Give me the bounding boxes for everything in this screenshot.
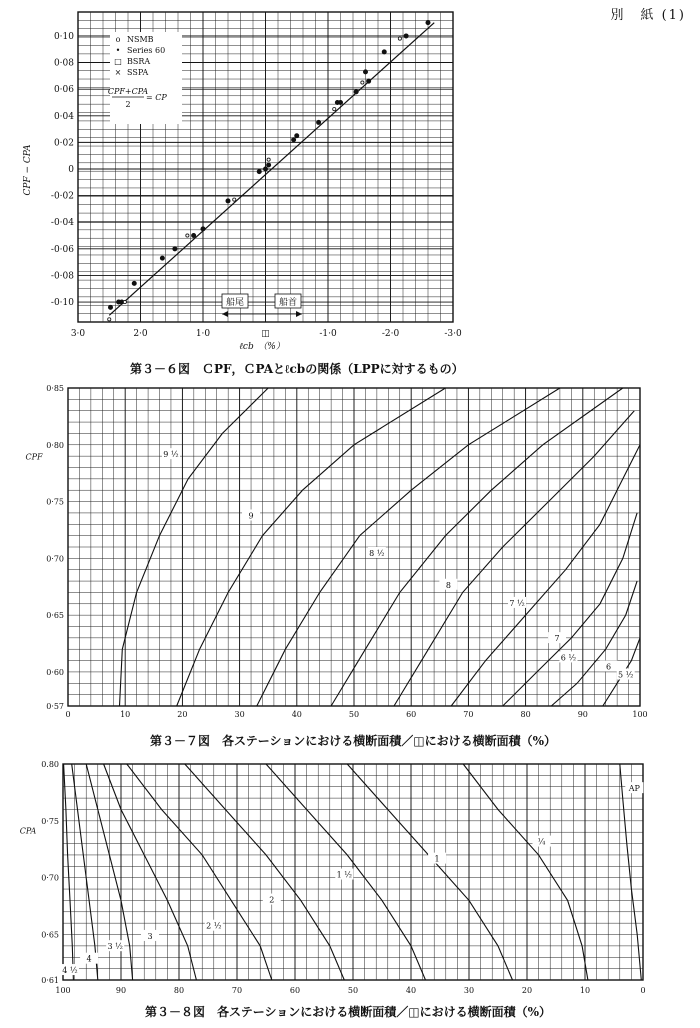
- fig38-series-line-2½: [127, 764, 275, 980]
- fig38-x-tick-label: 40: [405, 986, 417, 995]
- fig38-series-label: AP: [628, 784, 640, 794]
- fig36-legend-marker: •: [115, 46, 121, 55]
- fig37-x-tick-label: 10: [120, 710, 131, 719]
- fig37-x-tick-label: 50: [348, 710, 360, 719]
- fig38-y-tick-label: 0.80: [41, 760, 59, 769]
- fig36-x-tick-label: -2·0: [381, 329, 400, 339]
- fig36-data-point: [404, 34, 408, 38]
- fig36-data-point: [173, 247, 177, 251]
- fig38-x-tick-label: 60: [289, 986, 301, 995]
- fig36-y-tick-label: -0·06: [50, 244, 74, 255]
- fig38-x-tick-label: 0: [640, 986, 646, 995]
- fig36-y-tick-label: 0·04: [53, 111, 74, 122]
- fig37-x-tick-label: 90: [577, 710, 588, 719]
- fig37-y-axis-label: CPF: [25, 452, 43, 462]
- fig37-y-tick-label: 0·57: [46, 702, 64, 711]
- fig36-data-point: [338, 100, 342, 104]
- fig36-data-point: [333, 108, 336, 111]
- fig36-data-point: [192, 233, 196, 237]
- fig36-y-tick-label: 0: [68, 164, 74, 175]
- fig37-x-tick-label: 0: [65, 710, 71, 719]
- fig38-y-tick-label: 0·75: [41, 816, 59, 826]
- fig37-series-label: 7 ½: [509, 598, 525, 608]
- fig37-x-tick-label: 20: [177, 710, 188, 719]
- fig36-x-tick-label: -1·0: [319, 329, 337, 339]
- fig36-legend-formula-right: = CP: [146, 93, 167, 102]
- fig36-stern-arrowhead: [222, 311, 228, 317]
- fig37-series-label: 6: [605, 662, 612, 672]
- fig37-x-tick-label: 70: [463, 710, 474, 719]
- fig36-y-tick-label: 0·10: [53, 31, 74, 42]
- fig37-series-label: 9 ½: [163, 450, 179, 460]
- fig38-series-line-¼: [463, 764, 588, 980]
- caption-3-7: 第３－７図 各ステーションにおける横断面積／◫における横断面積（%）: [150, 734, 557, 748]
- fig36-x-axis-label: ℓcb （%）: [239, 342, 285, 352]
- fig36-data-point: [317, 120, 321, 124]
- fig37-y-tick-label: 0·85: [46, 384, 64, 393]
- page-tag: 別 紙 (1): [610, 8, 686, 23]
- fig36-y-tick-label: 0·08: [53, 58, 74, 69]
- fig37-x-tick-label: 60: [406, 710, 417, 719]
- fig36-legend-label: NSMB: [127, 35, 154, 44]
- fig37-x-tick-label: 80: [520, 710, 531, 719]
- fig36-data-point: [160, 256, 164, 260]
- fig38-series-line-AP: [620, 764, 642, 980]
- figure-3-8: [0, 755, 700, 1028]
- fig37-series-label: 9: [248, 511, 254, 521]
- fig38-series-label: 2 ½: [206, 921, 222, 931]
- fig38-series-label: ¼: [537, 837, 546, 847]
- fig38-x-tick-label: 30: [463, 986, 475, 995]
- fig38-series-label: 1 ½: [336, 870, 352, 880]
- fig38-x-tick-label: 20: [521, 986, 533, 995]
- fig38-x-tick-label: 70: [231, 986, 243, 995]
- fig36-legend-marker: □: [114, 57, 122, 66]
- fig36-y-tick-label: -0·02: [50, 191, 74, 202]
- fig36-stern-label: 船尾: [225, 298, 245, 308]
- fig36-data-point: [267, 158, 270, 161]
- fig36-data-point: [426, 21, 430, 25]
- caption-3-6: 第３－６図 ＣPF，ＣPAとℓcbの関係（LPPに対するもの）: [130, 362, 464, 376]
- caption-3-8: 第３－８図 各ステーションにおける横断面積／◫における横断面積（%）: [145, 1005, 552, 1019]
- fig37-y-tick-label: 0·65: [46, 611, 64, 621]
- fig36-data-point: [354, 90, 358, 94]
- fig36-legend-formula-top: CPF+CPA: [107, 87, 149, 96]
- fig37-y-tick-label: 0·75: [46, 497, 64, 507]
- fig38-series-label: 2: [269, 895, 275, 905]
- fig36-y-tick-label: -0·04: [50, 218, 74, 229]
- fig36-data-point: [123, 300, 126, 303]
- fig37-y-tick-label: 0·60: [46, 667, 64, 677]
- fig36-legend-label: Series 60: [127, 46, 166, 55]
- fig36-data-point: [363, 70, 367, 74]
- fig36-bow-label: 船首: [278, 298, 298, 308]
- fig36-legend-marker: ×: [114, 68, 122, 77]
- fig38-series-label: 1: [434, 854, 440, 864]
- fig36-data-point: [398, 37, 401, 40]
- fig38-y-axis-label: CPA: [19, 826, 37, 836]
- fig36-y-tick-label: -0·10: [50, 298, 74, 309]
- fig38-y-tick-label: 0·65: [41, 930, 59, 940]
- fig37-series-label: 5 ½: [618, 670, 634, 680]
- fig38-y-tick-label: 0·61: [41, 976, 59, 985]
- fig37-x-tick-label: 100: [632, 710, 648, 719]
- fig38-series-label: 3 ½: [107, 942, 123, 952]
- fig38-x-tick-label: 80: [173, 986, 185, 995]
- fig36-bow-arrowhead: [296, 311, 302, 317]
- chart-3-8: [0, 755, 700, 1003]
- fig36-y-tick-label: -0·08: [50, 271, 74, 282]
- fig37-x-tick-label: 40: [291, 710, 302, 719]
- fig36-y-tick-label: 0·02: [53, 138, 74, 149]
- fig36-x-tick-label: ◫: [261, 329, 270, 339]
- fig37-series-label: 8 ½: [369, 548, 385, 558]
- fig36-data-point: [226, 199, 230, 203]
- fig36-y-tick-label: 0·06: [53, 85, 74, 96]
- figure-3-6: [0, 0, 700, 380]
- fig38-series-label: 4 ½: [62, 966, 78, 976]
- chart-3-7: [0, 380, 700, 732]
- fig37-series-label: 6 ½: [560, 653, 577, 663]
- fig36-data-point: [263, 167, 267, 171]
- fig36-data-point: [257, 170, 261, 174]
- fig38-series-label: 3: [147, 931, 153, 941]
- fig37-series-label: 8: [445, 580, 451, 590]
- fig36-x-tick-label: -3·0: [444, 329, 462, 339]
- fig36-legend-formula-bottom: 2: [125, 100, 131, 109]
- fig36-data-point: [361, 81, 364, 84]
- chart-3-6: [0, 0, 700, 360]
- fig37-x-tick-label: 30: [234, 710, 245, 719]
- fig38-series-line-2: [185, 764, 344, 980]
- fig36-x-tick-label: 1·0: [195, 329, 211, 339]
- fig36-data-point: [367, 79, 371, 83]
- fig36-x-tick-label: 3·0: [70, 329, 86, 339]
- fig37-y-tick-label: 0·70: [46, 554, 64, 564]
- fig36-data-point: [267, 163, 271, 167]
- fig36-data-point: [108, 305, 112, 309]
- fig36-y-axis-label: CPF − CPA: [23, 144, 33, 196]
- fig36-legend-label: BSRA: [127, 57, 151, 66]
- fig36-data-point: [295, 134, 299, 138]
- fig36-data-point: [292, 138, 296, 142]
- fig36-data-point: [382, 50, 386, 54]
- fig38-series-label: 4: [86, 954, 92, 964]
- fig38-series-line-4: [72, 764, 98, 980]
- fig38-x-tick-label: 90: [115, 986, 127, 995]
- fig37-y-tick-label: 0·80: [46, 440, 64, 450]
- fig36-x-tick-label: 2·0: [133, 329, 148, 339]
- fig38-x-tick-label: 10: [579, 986, 591, 995]
- fig36-legend-marker: o: [115, 35, 121, 44]
- fig37-series-label: 7: [554, 634, 560, 644]
- fig36-legend-label: SSPA: [127, 68, 149, 77]
- fig36-data-point: [201, 227, 205, 231]
- fig38-y-tick-label: 0·70: [41, 873, 59, 883]
- figure-3-7: [0, 380, 700, 750]
- fig38-x-tick-label: 50: [347, 986, 359, 995]
- fig36-data-point: [108, 318, 111, 321]
- fig36-data-point: [132, 281, 136, 285]
- fig38-series-line-4½: [64, 764, 74, 980]
- fig38-x-tick-label: 100: [55, 986, 71, 995]
- fig36-data-point: [233, 198, 236, 201]
- fig36-data-point: [186, 234, 189, 237]
